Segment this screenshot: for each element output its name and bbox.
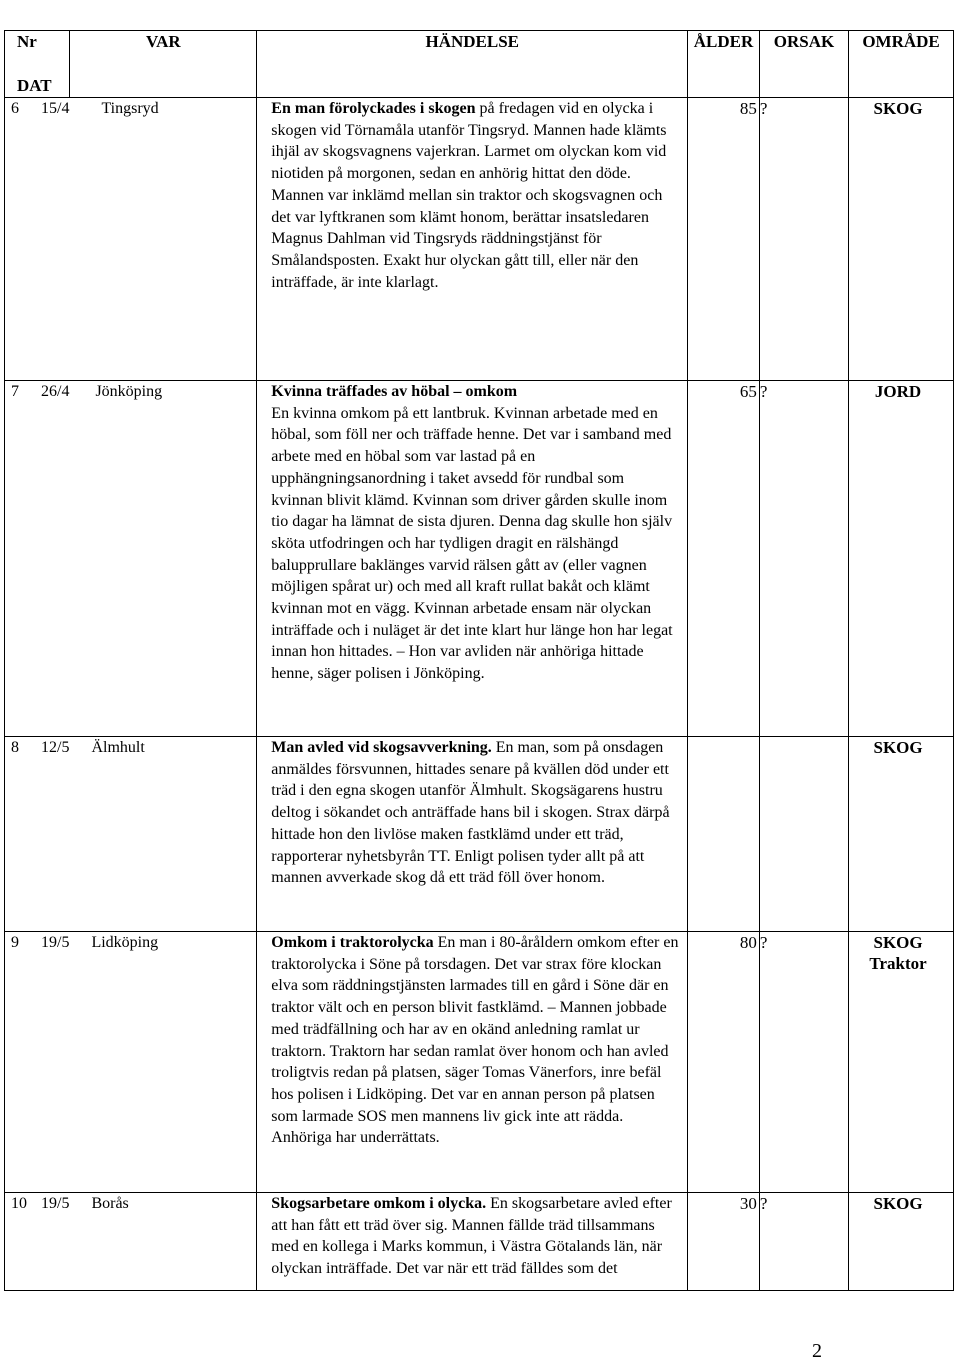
row-nr: 6 [11,100,19,117]
row-omrade: SKOG [873,1194,923,1213]
row-omrade-2: Traktor [869,954,927,973]
table-row [5,98,954,381]
row-dat: 12/5 [41,739,70,756]
row-dat: 26/4 [41,383,70,400]
cell-omrade [849,381,954,737]
header-omrade: OMRÅDE [849,31,954,98]
cell-orsak: ? [759,932,848,1193]
row-title: Man avled vid skogsavverkning. [271,739,492,756]
cell-alder [688,737,760,932]
cell-nr-dat-var [5,98,257,381]
row-text: En skogsarbetare avled efter att han fått ett träd över sig. Mannen fällde träd tillsammans med en kollega i Marks kommun, i Västra Götalands län, när olyckan inträffade. Det var när ett träd fälldes som det [271,1195,672,1278]
row-var: Borås [91,1195,129,1212]
cell-omrade [849,1193,954,1291]
cell-nr-dat-var [5,1193,257,1291]
cell-orsak: ? [759,1193,848,1291]
table-row [5,381,954,737]
cell-handelse [257,1193,688,1291]
table-row [5,932,954,1193]
row-var: Älmhult [91,739,145,756]
cell-alder: 30 [688,1193,760,1291]
row-var: Lidköping [91,934,159,951]
row-text: En kvinna omkom på ett lantbruk. Kvinnan arbetade med en höbal, som föll ner och träffade henne. Det var i samband med arbete med en höbal som var lastad på en upphängningsanordning i taket avsedd för rundbal som kvinnan blivit klämd. Kvinnan som driver gården skulle inom tio dagar ha lämnat de sista djuren. Denna dag skulle hon själv sköta utfodringen och har tydligen dragit en rälshängd balupprullare baklänges varvid rälsen gått av (eller vagnen möjligen spårat ur) och med all kraft rullat bakåt och klämt kvinnan mot en vägg. Kvinnan arbetade ensam när olyckan inträffade och i nuläget är det inte klart hur länge hon har legat innan hon hittades. – Hon var avliden när anhöriga hittade henne, säger polisen i Jönköping. [271,404,673,683]
cell-alder: 85 [688,98,760,381]
cell-orsak [759,737,848,932]
cell-omrade [849,737,954,932]
cell-orsak: ? [759,98,848,381]
row-text: En man, som på onsdagen anmäldes försvunnen, hittades senare på kvällen död under ett träd i den egna skogen utanför Älmhult. Skogsägarens hustru deltog i sökandet och anträffade hans bil i skogen. Strax därpå hittade hon den livlöse maken fastklämd under ett träd, rapporterar nyhetsbyrån TT. Enligt polisen tyder allt på att mannen avverkade skog då ett träd föll över honom. [271,739,670,887]
table-row [5,1193,954,1291]
accident-table [4,30,954,1291]
row-omrade: JORD [874,382,922,401]
cell-handelse [257,737,688,932]
row-text: på fredagen vid en olycka i skogen vid Törnamåla utanför Tingsryd. Mannen hade klämts ihjäl av skogsvagnens vajerkran. Larmet om olyckan kom vid niotiden på morgonen, sedan en anhörig hittat den döde. Mannen var inklämd mellan sin traktor och skogsvagnen och det var lyftkranen som klämt honom, berättar insatsledaren Magnus Dahlman vid Tingsryds räddningstjänst för Smålandsposten. Exakt hur olyckan gått till, eller när den inträffade, är inte klarlagt. [271,100,667,291]
row-var: Jönköping [95,383,163,400]
header-nr-dat [5,31,70,98]
row-title: Skogsarbetare omkom i olycka. [271,1195,487,1212]
row-omrade: SKOG [873,933,923,952]
cell-nr-dat-var [5,932,257,1193]
cell-handelse [257,381,688,737]
cell-omrade [849,932,954,1193]
header-orsak: ORSAK [759,31,848,98]
header-var: VAR [70,31,257,98]
row-omrade: SKOG [873,738,923,757]
header-nr: Nr [17,32,37,51]
row-nr: 8 [11,739,19,756]
row-nr: 10 [11,1195,27,1212]
cell-alder: 65 [688,381,760,737]
row-omrade: SKOG [873,99,923,118]
cell-alder: 80 [688,932,760,1193]
row-dat: 19/5 [41,934,70,951]
header-row [5,31,954,98]
cell-orsak: ? [759,381,848,737]
table-body [5,98,954,1291]
table-row [5,737,954,932]
row-text: En man i 80-åråldern omkom efter en traktorolycka i Söne på torsdagen. Det var strax före klockan elva som räddningstjänsten larmades till en gård i Söne där en traktor vält och en person blivit fastklämd. – Mannen jobbade med trädfällning och har av en okänd anledning ramlat ur traktorn. Traktorn har sedan ramlat över honom och han avled troligtvis redan på platsen, säger Tomas Vänerfors, inre befäl hos polisen i Lidköping. Det var en annan person på platsen som larmade SOS men mannens liv gick inte att rädda. Anhöriga har underrättats. [271,934,679,1147]
cell-handelse [257,932,688,1193]
page-number: 2 [812,1340,822,1362]
cell-handelse [257,98,688,381]
row-nr: 9 [11,934,19,951]
row-var: Tingsryd [101,100,159,117]
row-title: En man förolyckades i skogen [271,100,476,117]
cell-omrade [849,98,954,381]
header-alder: ÅLDER [688,31,760,98]
header-handelse: HÄNDELSE [257,31,688,98]
table-header [5,31,954,98]
cell-nr-dat-var [5,737,257,932]
row-nr: 7 [11,383,19,400]
header-dat: DAT [17,76,52,95]
row-dat: 15/4 [41,100,70,117]
cell-nr-dat-var [5,381,257,737]
row-dat: 19/5 [41,1195,70,1212]
row-title: Kvinna träffades av höbal – omkom [271,383,518,400]
row-title: Omkom i traktorolycka [271,934,434,951]
